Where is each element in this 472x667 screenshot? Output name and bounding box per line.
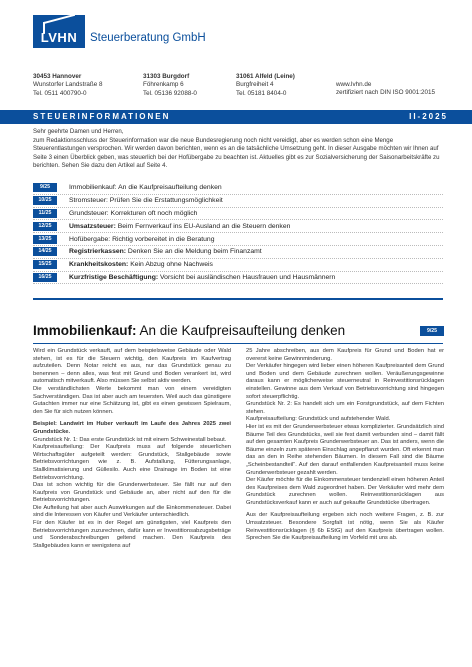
article-page-badge: 9/25 xyxy=(420,326,444,336)
toc-page-badge: 15/25 xyxy=(33,260,57,269)
address-burgdorf xyxy=(143,73,197,98)
address-street: Wunstorfer Landstraße 8 xyxy=(33,81,103,89)
toc-title-rest: Vorsicht bei ausländischen Hausfrauen und Hausmännern xyxy=(158,273,336,281)
toc-page-badge: 9/25 xyxy=(33,183,57,192)
section-divider xyxy=(33,298,443,300)
article-example: Beispiel: Landwirt im Huber verkauft im Laufe des Jahres 2025 zwei Grundstücke. xyxy=(33,421,231,435)
article-paragraph: Kaufpreisaufteilung: Der Kaufpreis muss auf folgende steuerlichen Wirtschaftsgüter aufgeteilt werden: Grundstück, Stallgebäude sowie Betriebsvorrichtungen wie z. B. Aufstallung, Fütterungsanlage, Stallklimatisierung und Güllesilo. Auch eine Drainage im Boden ist eine Betriebsvorrichtung. xyxy=(33,444,231,481)
toc-title-rest: Richtig vorbereitet in die Beratung xyxy=(110,235,215,243)
logo-text: LVHN xyxy=(40,30,78,45)
address-web xyxy=(336,81,435,98)
article-title xyxy=(33,323,345,338)
toc-item[interactable] xyxy=(33,195,443,208)
address-alfeld xyxy=(236,73,295,98)
article-paragraph: Das ist schon wichtig für die Grunderwerbsteuer. Sie fällt nur auf den Kaufpreis von Grundstück und Gebäude an, aber nicht auf den für die Betriebsvorrichtungen. xyxy=(33,482,231,504)
toc-title xyxy=(69,197,223,204)
address-phone: Tel. 0511 400790-0 xyxy=(33,89,87,97)
article-paragraph: Der Käufer möchte für die Einkommensteuer tendenziell einen höheren Anteil des Kaufpreises dem Wald zugeordnet haben. Der Verkäufer wird mehr dem Grundstück zurechnen wollen. Reinvestitionsrücklagen aus Grundstücksverkauf kann er auch auf gekaufte Grundstücke übertragen. xyxy=(246,477,444,506)
toc-item[interactable] xyxy=(33,220,443,233)
article-paragraph: Kaufpreisaufteilung: Grundstück und aufstehender Wald. xyxy=(246,416,391,423)
toc-title xyxy=(69,210,197,217)
toc-item[interactable] xyxy=(33,272,443,285)
toc-title-topic: Krankheitskosten: xyxy=(69,261,129,269)
toc-item[interactable] xyxy=(33,208,443,221)
toc-page-badge: 13/25 xyxy=(33,235,57,244)
toc-title-rest: Denken Sie an die Meldung beim Finanzamt xyxy=(126,248,262,256)
address-city: 31061 Alfeld (Leine) xyxy=(236,73,295,80)
toc-title-topic: Umsatzsteuer: xyxy=(69,222,116,230)
article-title-topic: Immobilienkauf: xyxy=(33,323,137,338)
band-issue: II-2025 xyxy=(409,112,448,121)
intro-body: zum Redaktionsschluss der Steuerinformation war die neue Bundesregierung noch nicht vereidigt, aber es werden schon eine Menge Steuerentlastungen versprochen. Wir werden davon berichten, wenn es an die tatsächliche Umsetzung geht. In dieser Ausgabe möchten wir Ihnen auf Seite 3 einen Überblick geben, was steuerlich bei der Hofübergabe zu beachten ist. Aktuelles gibt es zur Sozialversicherung der Saisonarbeitskräfte zu berichten. Sehen Sie dazu den Artikel auf Seite 4. xyxy=(33,136,440,170)
address-phone: Tel. 05136 92088-0 xyxy=(143,89,197,97)
article-paragraph: Grundstück Nr. 1: Das erste Grundstück ist mit einem Schweinestall bebaut. xyxy=(33,436,227,443)
company-logo xyxy=(33,15,85,48)
article-paragraph: Wird ein Grundstück verkauft, auf dem beispielsweise Gebäude oder Wald stehen, ist es für die Steuern wichtig, den Kaufpreis im Kaufvertrag aufzuteilen. Denn Notar reicht es aus, nur das Grundstück genau zu benennen – denn alles, was fest mit Grund und Boden verankert ist, wird automatisch mitverkauft. Also müssen Sie selbst aktiv werden. xyxy=(33,348,231,385)
band-title: STEUERINFORMATIONEN xyxy=(33,112,171,121)
article-paragraph: Der Verkäufer hingegen wird lieber einen höheren Kaufpreisanteil dem Grund und Boden und dem Gebäude zurechnen wollen. Veräußerungsgewinne daraus kann er möglicherweise steuerneutral in Reinvestitionsrücklagen einstellen. Gewinne aus dem Verkauf von Betriebsvorrichtung sind hingegen sofort steuerpflichtig. xyxy=(246,363,444,400)
toc-title-topic: Grundsteuer: xyxy=(69,209,109,217)
article-paragraph: Hier ist es mit der Grunderwerbsteuer etwas komplizierter. Grundsätzlich sind Bäume Teil des Grundstücks, weil sie fest damit verbunden sind – damit fällt auf den gesamten Kaufpreis Grunderwerbsteuer an. Das ist anders, wenn die Bäume einzeln zum späteren Einschlag angepflanzt wurden. Oft erkennt man das an den in Reihe stehenden Bäumen. In diesem Fall sind die Bäume „Scheinbestandteil“. Auf den darauf entfallenden Kaufpreisanteil muss keine Grunderwerbsteuer gezahlt werden. xyxy=(246,423,444,476)
toc-title-topic: Kurzfristige Beschäftigung: xyxy=(69,273,159,281)
address-street: Burgfreiheit 4 xyxy=(236,81,274,89)
company-name: Steuerberatung GmbH xyxy=(90,32,206,44)
toc-page-badge: 11/25 xyxy=(33,209,57,218)
toc-item[interactable] xyxy=(33,259,443,272)
toc-item[interactable] xyxy=(33,233,443,246)
toc-page-badge: 12/25 xyxy=(33,222,57,231)
article-column-right xyxy=(246,348,444,543)
toc-title-topic: Immobilienkauf: xyxy=(69,184,117,192)
address-hannover xyxy=(33,73,103,98)
article-paragraph: Grundstück Nr. 2: Es handelt sich um ein Forstgrundstück, auf dem Fichten stehen. xyxy=(246,401,444,415)
article-paragraph: Aus der Kaufpreisaufteilung ergeben sich noch weitere Fragen, z. B. zur Umsatzsteuer. Besondere Sorgfalt ist nötig, wenn Sie als Käufer Reinvestitionsrücklagen (§ 6b EStG) auf den Kaufpreis übertragen wollen. Sprechen Sie die Kaufpreisaufteilung im Vorfeld mit uns ab. xyxy=(246,512,444,542)
article-paragraph: 25 Jahre abschreiben, aus dem Kaufpreis für Grund und Boden hat er overerst keine Gewinnminderung. xyxy=(246,348,444,362)
website-link[interactable]: www.lvhn.de xyxy=(336,81,372,88)
toc-title-topic: Registrierkassen: xyxy=(69,248,127,256)
toc-item[interactable] xyxy=(33,246,443,259)
toc-title-topic: Stromsteuer: xyxy=(69,197,108,205)
address-phone: Tel. 05181 8404-0 xyxy=(236,89,287,97)
toc-page-badge: 14/25 xyxy=(33,247,57,256)
article-title-rule xyxy=(33,343,443,344)
toc-title xyxy=(69,274,335,281)
toc-title-rest: Beim Fernverkauf ins EU-Ausland an die Steuern denken xyxy=(115,222,291,230)
toc-title xyxy=(69,248,262,255)
toc-page-badge: 10/25 xyxy=(33,196,57,205)
toc-title xyxy=(69,236,214,243)
toc-title xyxy=(69,261,213,268)
toc-title xyxy=(69,184,222,191)
toc-title xyxy=(69,223,290,230)
toc-page-badge: 16/25 xyxy=(33,273,57,282)
intro-greeting: Sehr geehrte Damen und Herren, xyxy=(33,128,124,135)
address-city: 30453 Hannover xyxy=(33,73,82,80)
table-of-contents xyxy=(33,182,443,284)
toc-item[interactable] xyxy=(33,182,443,195)
article-title-rest: An die Kaufpreisaufteilung denken xyxy=(136,323,346,338)
toc-title-rest: Prüfen Sie die Erstattungsmöglichkeit xyxy=(107,197,223,205)
intro-text xyxy=(33,128,446,171)
certification-text: zertifiziert nach DIN ISO 9001:2015 xyxy=(336,89,436,97)
address-city: 31303 Burgdorf xyxy=(143,73,190,80)
toc-title-rest: Korrekturen oft noch möglich xyxy=(108,209,198,217)
article-column-left xyxy=(33,348,231,550)
title-band xyxy=(0,110,472,124)
toc-title-rest: Kein Abzug ohne Nachweis xyxy=(128,261,213,269)
toc-title-rest: An die Kaufpreisaufteilung denken xyxy=(116,184,222,192)
article-paragraph: Für den Käufer ist es in der Regel am günstigsten, viel Kaufpreis den Betriebsvorrichtungen zuzurechnen, dafür kann er Investitionsabzugsbeträge und Sonderabschreibungen geltend machen. Den Kaufpreis des Stallgebäudes kann er wenigstens auf xyxy=(33,520,231,549)
toc-title-topic: Hofübergabe: xyxy=(69,235,111,243)
article-paragraph: Die verständlichsten Werte bekommt man von einem vereidigten Sachverständigen. Das ist aber auch am teuersten. Weil auch das günstigere Gutachten immer nur eine Schätzung ist, gibt es einen gewissen Spielraum, den Sie für sich nutzen können. xyxy=(33,385,231,415)
article-paragraph: Die Aufteilung hat aber auch Auswirkungen auf die Einkommensteuer. Dabei sind die Interessen von Käufer und Verkäufer unterschiedlich. xyxy=(33,504,231,519)
address-street: Föhrenkamp 6 xyxy=(143,81,184,89)
